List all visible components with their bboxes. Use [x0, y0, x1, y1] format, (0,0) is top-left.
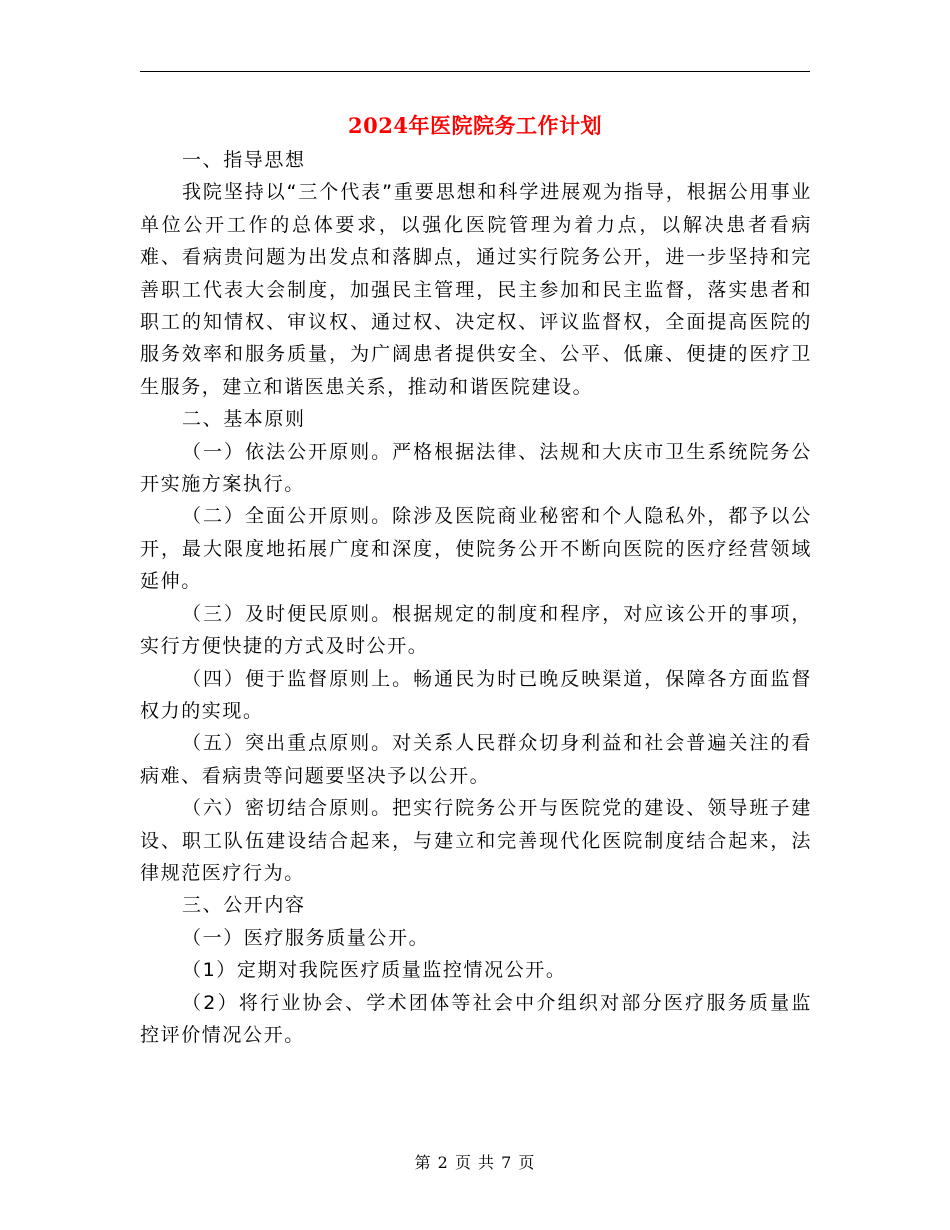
paragraph-principle-6: （六）密切结合原则。把实行院务公开与医院党的建设、领导班子建设、职工队伍建设结合起来，与建立和完善现代化医院制度结合起来，法律规范医疗行为。	[140, 797, 812, 884]
document-body	[140, 144, 812, 1051]
section-heading-guiding-ideology: 一、指导思想	[182, 149, 306, 171]
section-heading-public-content: 三、公开内容	[182, 894, 306, 917]
paragraph-principle-4: （四）便于监督原则上。畅通民为时已晚反映渠道，保障各方面监督权力的实现。	[140, 667, 812, 722]
paragraph-principle-1: （一）依法公开原则。严格根据法律、法规和大庆市卫生系统院务公开实施方案执行。	[140, 440, 812, 496]
section-heading-basic-principles: 二、基本原则	[182, 408, 306, 431]
paragraph-principle-3: （三）及时便民原则。根据规定的制度和程序，对应该公开的事项，实行方便快捷的方式及时公开。	[140, 602, 812, 658]
paragraph-content-1: （一）医疗服务质量公开。	[182, 926, 430, 949]
header-rule	[140, 71, 810, 72]
paragraph-guiding-ideology: 我院坚持以“三个代表”重要思想和科学进展观为指导，根据公用事业单位公开工作的总体要求，以强化医院管理为着力点，以解决患者看病难、看病贵问题为出发点和落脚点，通过实行院务公开，进一步坚持和完善职工代表大会制度，加强民主管理，民主参加和民主监督，落实患者和职工的知情权、审议权、通过权、决定权、评议监督权，全面提高医院的服务效率和服务质量，为广阔患者提供安全、公平、低廉、便捷的医疗卫生服务，建立和谐医患关系，推动和谐医院建设。	[140, 181, 812, 398]
paragraph-content-1-item-2: （2）将行业协会、学术团体等社会中介组织对部分医疗服务质量监控评价情况公开。	[140, 991, 812, 1046]
paragraph-principle-5: （五）突出重点原则。对关系人民群众切身利益和社会普遍关注的看病难、看病贵等问题要坚决予以公开。	[140, 732, 812, 787]
page-number-footer: 第 2 页 共 7 页	[414, 1153, 536, 1172]
paragraph-principle-2: （二）全面公开原则。除涉及医院商业秘密和个人隐私外，都予以公开，最大限度地拓展广度和深度，使院务公开不断向医院的医疗经营领域延伸。	[140, 505, 812, 593]
document-title: 2024年医院院务工作计划	[348, 113, 602, 138]
paragraph-content-1-item-1: （1）定期对我院医疗质量监控情况公开。	[182, 959, 567, 982]
